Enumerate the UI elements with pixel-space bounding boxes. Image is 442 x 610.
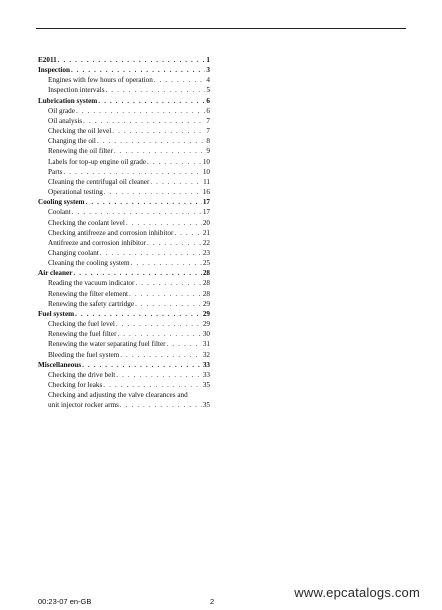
toc-entry[interactable] [38, 218, 210, 228]
toc-entry-page: 21 [202, 228, 210, 237]
toc-entry-label: Cleaning the cooling system [48, 259, 130, 268]
toc-entry-page: 25 [202, 259, 210, 268]
toc-leader-dots [97, 136, 205, 146]
toc-entry-label: Renewing the water separating fuel filter [48, 340, 166, 349]
toc-entry[interactable] [38, 380, 210, 390]
toc-entry[interactable] [38, 258, 210, 268]
toc-entry-page: 5 [206, 86, 210, 95]
toc-leader-dots [129, 289, 202, 299]
toc-entry-page: 17 [202, 198, 210, 207]
toc-leader-dots [82, 360, 202, 370]
toc-entry-label: Lubrication system [38, 96, 98, 105]
toc-leader-dots [167, 339, 202, 349]
toc-entry-label: Checking the fuel level [48, 320, 115, 329]
toc-leader-dots [174, 228, 201, 238]
toc-entry[interactable] [38, 329, 210, 339]
toc-section-entry[interactable] [38, 96, 210, 106]
toc-entry[interactable] [38, 248, 210, 258]
toc-entry[interactable] [38, 126, 210, 136]
toc-entry[interactable] [38, 238, 210, 248]
toc-entry-page: 31 [202, 340, 210, 349]
toc-entry-label: Changing coolant [48, 248, 99, 257]
toc-entry-label: Checking for leaks [48, 381, 103, 389]
toc-entry-page: 11 [203, 177, 210, 186]
toc-leader-dots [120, 350, 202, 360]
toc-entry[interactable] [38, 136, 210, 146]
toc-entry-page: 28 [202, 289, 210, 298]
toc-entry-label: Oil grade [48, 106, 75, 115]
toc-entry-label: Renewing the filter element [48, 289, 129, 298]
toc-entry-page: 7 [206, 116, 210, 125]
toc-entry[interactable] [38, 207, 210, 217]
document-code: 00:23-07 en-GB [38, 597, 92, 606]
toc-entry-label: Checking and adjusting the valve clearances and [48, 391, 188, 400]
toc-entry[interactable] [38, 85, 210, 95]
toc-leader-dots [100, 248, 202, 258]
toc-entry-page: 20 [202, 218, 210, 227]
toc-section-entry[interactable] [38, 360, 210, 370]
toc-entry[interactable] [38, 177, 210, 187]
toc-entry[interactable] [38, 187, 210, 197]
toc-entry-label: Renewing the fuel filter [48, 330, 117, 339]
toc-leader-dots [75, 309, 202, 319]
toc-entry-label: Operational testing [48, 188, 103, 197]
toc-entry-page: 35 [202, 401, 210, 410]
toc-entry-label: Labels for top-up engine oil grade [48, 157, 146, 166]
toc-entry-label: Engines with few hours of operation [48, 76, 153, 85]
toc-entry-label: Inspection intervals [48, 86, 105, 95]
toc-entry-page: 10 [202, 157, 210, 166]
toc-leader-dots [114, 146, 206, 156]
toc-entry[interactable] [38, 75, 210, 85]
toc-entry-page: 6 [206, 96, 210, 105]
header-rule [36, 28, 406, 29]
toc-entry-page: 23 [202, 248, 210, 257]
toc-section-entry[interactable] [38, 55, 210, 65]
toc-leader-dots [86, 197, 202, 207]
toc-leader-dots [147, 238, 202, 248]
toc-entry-page: 7 [206, 127, 210, 136]
toc-leader-dots [104, 187, 202, 197]
toc-entry-page: 30 [202, 330, 210, 339]
toc-entry[interactable] [38, 106, 210, 116]
toc-entry-label: Parts [48, 167, 63, 176]
toc-leader-dots [131, 258, 202, 268]
toc-leader-dots [76, 106, 205, 116]
toc-entry-page: 35 [202, 381, 210, 389]
toc-entry-page: 10 [202, 167, 210, 176]
toc-leader-dots [73, 268, 201, 278]
toc-leader-dots [72, 207, 202, 217]
toc-entry-label: Coolant [48, 208, 71, 217]
toc-entry-label: Antifreeze and corrosion inhibitor [48, 238, 146, 247]
toc-entry[interactable] [38, 146, 210, 156]
toc-entry-page: 3 [206, 66, 210, 75]
toc-leader-dots [126, 218, 202, 228]
toc-entry-label: Reading the vacuum indicator [48, 279, 135, 288]
toc-leader-dots [58, 55, 206, 65]
toc-entry-label: unit injector rocker arms [48, 401, 119, 410]
toc-entry-label: Miscellaneous [38, 360, 82, 369]
toc-leader-dots [112, 126, 205, 136]
toc-section-entry[interactable] [38, 65, 210, 75]
toc-entry-label: Checking antifreeze and corrosion inhibitor [48, 228, 174, 237]
toc-entry[interactable] [38, 167, 210, 177]
toc-entry-label: Checking the drive belt [48, 370, 116, 379]
toc-leader-dots [117, 329, 201, 339]
toc-entry-label: Renewing the oil filter [48, 147, 113, 156]
page-number: 2 [210, 597, 215, 606]
toc-leader-dots [106, 85, 206, 95]
toc-entry[interactable] [38, 289, 210, 299]
table-of-contents [38, 55, 210, 410]
toc-entry[interactable] [38, 390, 210, 400]
toc-entry-label: E2011 [38, 56, 57, 64]
toc-entry-label: Cleaning the centrifugal oil cleaner [48, 177, 150, 186]
toc-entry-label: Oil analysis [48, 116, 83, 125]
toc-section-entry[interactable] [38, 268, 210, 278]
toc-entry-label: Fuel system [38, 309, 75, 318]
toc-entry[interactable] [38, 228, 210, 238]
toc-entry[interactable] [38, 319, 210, 329]
toc-entry-label: Air cleaner [38, 269, 73, 278]
toc-entry-label: Bleeding the fuel system [48, 350, 120, 359]
toc-entry-page: 4 [206, 76, 210, 85]
toc-leader-dots [63, 167, 201, 177]
toc-entry-label: Checking the oil level [48, 127, 112, 136]
toc-entry-page: 28 [202, 279, 210, 288]
toc-entry[interactable] [38, 278, 210, 288]
toc-entry[interactable] [38, 400, 210, 410]
toc-entry[interactable] [38, 299, 210, 309]
toc-entry[interactable] [38, 370, 210, 380]
toc-leader-dots [120, 400, 202, 410]
toc-entry-label: Renewing the safety cartridge [48, 299, 135, 308]
toc-entry-page: 32 [202, 350, 210, 359]
toc-entry[interactable] [38, 116, 210, 126]
toc-entry[interactable] [38, 157, 210, 167]
toc-entry-page: 16 [202, 188, 210, 197]
toc-entry-page: 33 [202, 370, 210, 379]
toc-entry-page: 17 [202, 208, 210, 217]
toc-leader-dots [103, 380, 202, 390]
toc-entry-page: 8 [206, 137, 210, 146]
watermark-url: www.epcatalogs.com [294, 585, 420, 600]
toc-entry-label: Checking the coolant level [48, 218, 125, 227]
toc-entry-page: 6 [206, 106, 210, 115]
toc-leader-dots [147, 157, 202, 167]
toc-leader-dots [71, 65, 205, 75]
toc-entry-label: Inspection [38, 66, 70, 75]
toc-entry-page: 9 [206, 147, 210, 156]
toc-entry-page: 29 [202, 320, 210, 329]
toc-leader-dots [116, 370, 202, 380]
toc-section-entry[interactable] [38, 309, 210, 319]
toc-entry-label: Changing the oil [48, 137, 96, 146]
toc-leader-dots [150, 177, 202, 187]
toc-leader-dots [135, 299, 202, 309]
toc-entry[interactable] [38, 339, 210, 349]
toc-leader-dots [135, 278, 201, 288]
toc-entry-page: 22 [202, 238, 210, 247]
toc-leader-dots [116, 319, 202, 329]
toc-leader-dots [98, 96, 205, 106]
toc-leader-dots [154, 75, 206, 85]
toc-leader-dots [83, 116, 205, 126]
toc-entry-page: 29 [202, 309, 210, 318]
toc-section-entry[interactable] [38, 197, 210, 207]
toc-entry-page: 33 [202, 360, 210, 369]
toc-entry-page: 28 [202, 269, 210, 278]
toc-entry-page: 1 [206, 56, 210, 64]
toc-entry[interactable] [38, 350, 210, 360]
toc-entry-page: 29 [202, 299, 210, 308]
toc-entry-label: Cooling system [38, 198, 85, 207]
